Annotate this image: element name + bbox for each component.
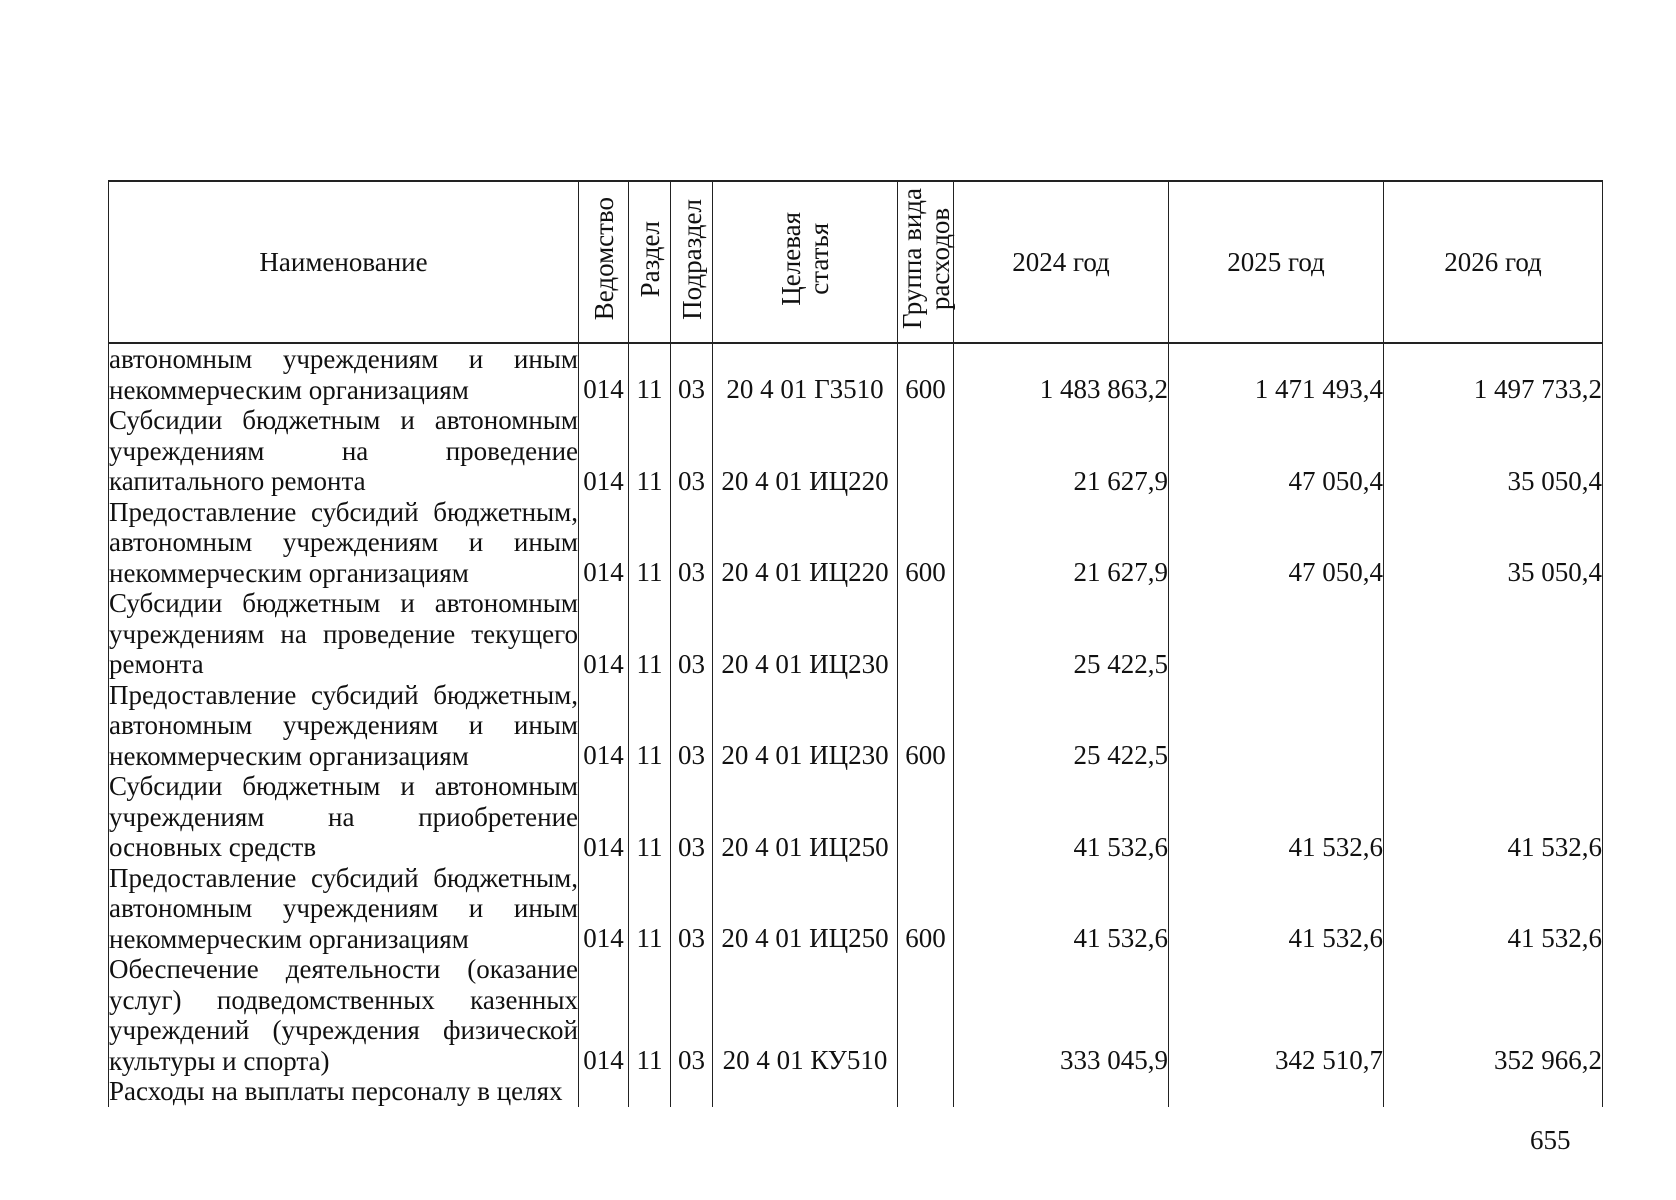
cell-2024: 21 627,9 [954, 405, 1169, 497]
cell-razdel: 11 [629, 588, 671, 680]
cell-name: Субсидии бюджетным и автономным учреждениям на проведение текущего ремонта [109, 588, 578, 679]
cell-2024: 21 627,9 [954, 497, 1169, 589]
table-row [109, 863, 1603, 955]
table-row [109, 954, 1603, 1076]
cell-gruppa-vida [898, 771, 954, 863]
cell-celevaya-statya: 20 4 01 ИЦ250 [713, 771, 898, 863]
cell-razdel: 11 [629, 497, 671, 589]
cell-name: Субсидии бюджетным и автономным учреждениям на приобретение основных средств [109, 771, 578, 862]
cell-vedomstvo: 014 [579, 771, 629, 863]
cell-celevaya-statya: 20 4 01 Г3510 [713, 343, 898, 405]
cell-2024: 25 422,5 [954, 588, 1169, 680]
cell-name: Расходы на выплаты персоналу в целях [109, 1076, 579, 1107]
cell-name: автономным учреждениям и иным некоммерческим организациям [109, 344, 578, 405]
cell-podrazdel: 03 [671, 863, 713, 955]
cell-2026 [1384, 588, 1603, 680]
cell-2025: 41 532,6 [1169, 771, 1384, 863]
table-row [109, 343, 1603, 405]
header-vedomstvo-label: Ведомство [588, 197, 619, 321]
cell-vedomstvo: 014 [579, 680, 629, 772]
cell-podrazdel [671, 1076, 713, 1107]
cell-2026: 35 050,4 [1384, 405, 1603, 497]
cell-2026: 35 050,4 [1384, 497, 1603, 589]
cell-podrazdel: 03 [671, 343, 713, 405]
cell-gruppa-vida: 600 [898, 680, 954, 772]
header-name: Наименование [109, 181, 579, 343]
cell-2025: 47 050,4 [1169, 405, 1384, 497]
header-vedomstvo [579, 181, 629, 343]
cell-name: Предоставление субсидий бюджетным, автономным учреждениям и иным некоммерческим организациям [109, 679, 578, 771]
cell-celevaya-statya: 20 4 01 ИЦ230 [713, 588, 898, 680]
cell-2025 [1169, 588, 1384, 680]
table-header-row [109, 181, 1603, 343]
cell-2026: 1 497 733,2 [1384, 343, 1603, 405]
header-razdel-label: Раздел [634, 220, 665, 298]
cell-celevaya-statya: 20 4 01 ИЦ220 [713, 497, 898, 589]
cell-name: Предоставление субсидий бюджетным, автономным учреждениям и иным некоммерческим организациям [109, 496, 578, 588]
cell-razdel: 11 [629, 954, 671, 1076]
header-gruppa-vida-label: Группа вида расходов [897, 188, 955, 330]
cell-razdel: 11 [629, 343, 671, 405]
cell-2026: 41 532,6 [1384, 863, 1603, 955]
budget-table [108, 180, 1603, 1107]
cell-celevaya-statya [713, 1076, 898, 1107]
cell-celevaya-statya: 20 4 01 КУ510 [713, 954, 898, 1076]
cell-gruppa-vida [898, 588, 954, 680]
cell-vedomstvo: 014 [579, 588, 629, 680]
header-2025: 2025 год [1169, 181, 1384, 343]
page-number: 655 [1530, 1125, 1571, 1155]
cell-podrazdel: 03 [671, 588, 713, 680]
table-row [109, 771, 1603, 863]
cell-2024: 41 532,6 [954, 771, 1169, 863]
cell-2025 [1169, 680, 1384, 772]
cell-2024: 25 422,5 [954, 680, 1169, 772]
cell-vedomstvo: 014 [579, 954, 629, 1076]
cell-2025: 41 532,6 [1169, 863, 1384, 955]
cell-gruppa-vida: 600 [898, 863, 954, 955]
cell-name: Предоставление субсидий бюджетным, автономным учреждениям и иным некоммерческим организациям [109, 862, 578, 954]
cell-podrazdel: 03 [671, 405, 713, 497]
cell-razdel: 11 [629, 771, 671, 863]
cell-vedomstvo [579, 1076, 629, 1107]
table-row [109, 680, 1603, 772]
table-row [109, 497, 1603, 589]
cell-2026 [1384, 680, 1603, 772]
cell-gruppa-vida: 600 [898, 343, 954, 405]
cell-podrazdel: 03 [671, 954, 713, 1076]
cell-celevaya-statya: 20 4 01 ИЦ230 [713, 680, 898, 772]
cell-2025: 47 050,4 [1169, 497, 1384, 589]
cell-2026 [1384, 1076, 1603, 1107]
table-row [109, 1076, 1603, 1107]
header-gruppa-vida [898, 181, 954, 343]
cell-podrazdel: 03 [671, 680, 713, 772]
table-row [109, 588, 1603, 680]
table-body [109, 343, 1603, 1107]
cell-razdel [629, 1076, 671, 1107]
cell-podrazdel: 03 [671, 497, 713, 589]
cell-2024: 41 532,6 [954, 863, 1169, 955]
header-podrazdel [671, 181, 713, 343]
cell-gruppa-vida: 600 [898, 497, 954, 589]
cell-2024: 333 045,9 [954, 954, 1169, 1076]
cell-celevaya-statya: 20 4 01 ИЦ220 [713, 405, 898, 497]
cell-gruppa-vida [898, 1076, 954, 1107]
header-podrazdel-label: Подраздел [676, 198, 707, 320]
cell-2026: 352 966,2 [1384, 954, 1603, 1076]
table-row [109, 405, 1603, 497]
header-2024: 2024 год [954, 181, 1169, 343]
cell-razdel: 11 [629, 405, 671, 497]
cell-name: Обеспечение деятельности (оказание услуг) подведомственных казенных учреждений (учреждения физической культуры и спорта) [109, 954, 578, 1076]
header-razdel [629, 181, 671, 343]
cell-vedomstvo: 014 [579, 863, 629, 955]
header-celevaya-statya-label: Целевая статья [776, 212, 834, 306]
cell-celevaya-statya: 20 4 01 ИЦ250 [713, 863, 898, 955]
cell-2024: 1 483 863,2 [954, 343, 1169, 405]
cell-razdel: 11 [629, 863, 671, 955]
cell-podrazdel: 03 [671, 771, 713, 863]
cell-2025: 1 471 493,4 [1169, 343, 1384, 405]
cell-2024 [954, 1076, 1169, 1107]
cell-vedomstvo: 014 [579, 497, 629, 589]
cell-name: Субсидии бюджетным и автономным учреждениям на проведение капитального ремонта [109, 405, 578, 496]
header-2026: 2026 год [1384, 181, 1603, 343]
cell-gruppa-vida [898, 954, 954, 1076]
cell-vedomstvo: 014 [579, 343, 629, 405]
cell-vedomstvo: 014 [579, 405, 629, 497]
cell-2025: 342 510,7 [1169, 954, 1384, 1076]
cell-2026: 41 532,6 [1384, 771, 1603, 863]
cell-2025 [1169, 1076, 1384, 1107]
cell-razdel: 11 [629, 680, 671, 772]
header-celevaya-statya [713, 181, 898, 343]
cell-gruppa-vida [898, 405, 954, 497]
